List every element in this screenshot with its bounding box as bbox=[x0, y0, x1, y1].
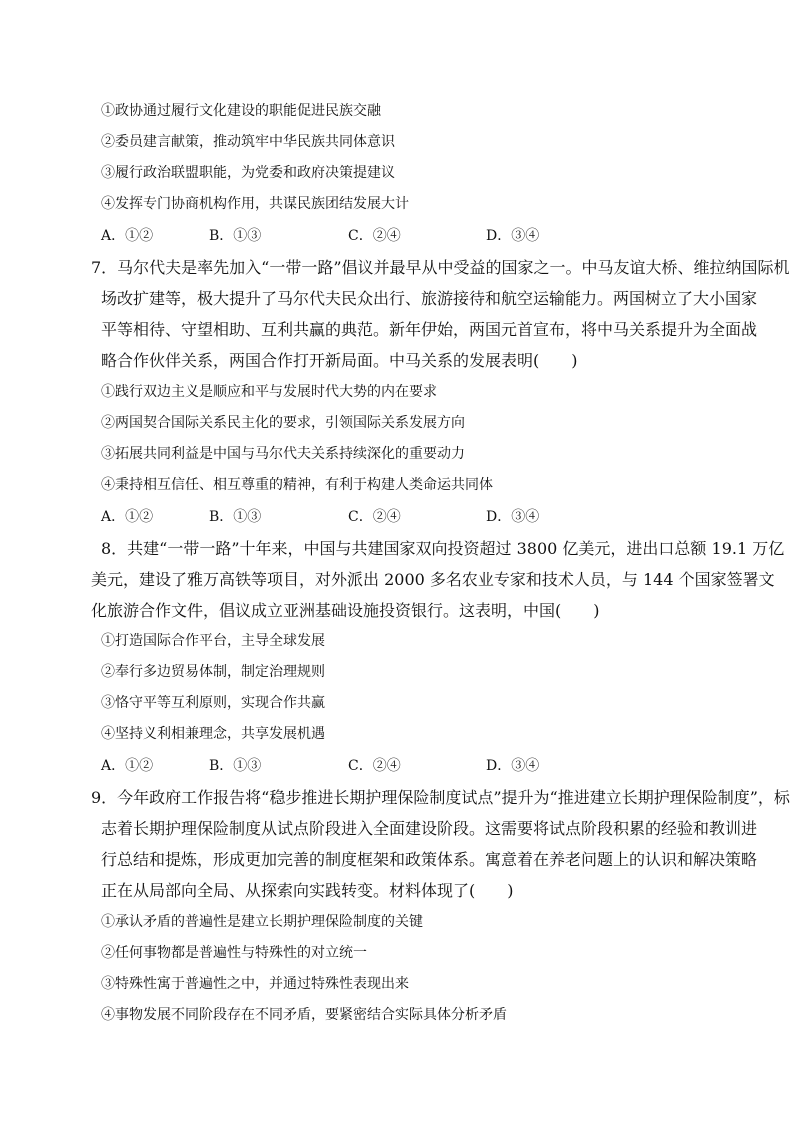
q8-choice-c[interactable]: C．②④ bbox=[348, 758, 401, 774]
q9-stem-line-2: 志着长期护理保险制度从试点阶段进入全面建设阶段。这需要将试点阶段积累的经验和教训进 bbox=[101, 819, 758, 838]
q8-option-2: ②奉行多边贸易体制，制定治理规则 bbox=[101, 664, 325, 680]
q6-choice-b[interactable]: B．①③ bbox=[209, 228, 262, 244]
q9-stem-line-1: 9．今年政府工作报告将“稳步推进长期护理保险制度试点”提升为“推进建立长期护理保险制度”，标 bbox=[91, 788, 790, 807]
q9-option-2: ②任何事物都是普遍性与特殊性的对立统一 bbox=[101, 945, 367, 961]
q8-stem-line-3: 化旅游合作文件，倡议成立亚洲基础设施投资银行。这表明，中国( ) bbox=[91, 601, 600, 620]
q7-choices bbox=[101, 507, 661, 527]
q7-choice-d[interactable]: D．③④ bbox=[486, 509, 540, 525]
q9-stem-line-3: 行总结和提炼，形成更加完善的制度框架和政策体系。寓意着在养老问题上的认识和解决策略 bbox=[101, 850, 758, 869]
q8-choice-d[interactable]: D．③④ bbox=[486, 758, 540, 774]
q8-option-3: ③恪守平等互利原则，实现合作共赢 bbox=[101, 695, 325, 711]
q6-option-4: ④发挥专门协商机构作用，共谋民族团结发展大计 bbox=[101, 196, 409, 212]
q7-stem-line-4: 略合作伙伴关系，两国合作打开新局面。中马关系的发展表明( ) bbox=[101, 351, 578, 370]
q9-option-4: ④事物发展不同阶段存在不同矛盾，要紧密结合实际具体分析矛盾 bbox=[101, 1007, 507, 1023]
q9-option-3: ③特殊性寓于普遍性之中，并通过特殊性表现出来 bbox=[101, 976, 409, 992]
q7-stem-line-2: 场改扩建等，极大提升了马尔代夫民众出行、旅游接待和航空运输能力。两国树立了大小国家 bbox=[101, 289, 758, 308]
q6-choice-d[interactable]: D．③④ bbox=[486, 228, 540, 244]
q7-option-3: ③拓展共同利益是中国与马尔代夫关系持续深化的重要动力 bbox=[101, 446, 465, 462]
q8-stem-line-2: 美元，建设了雅万高铁等项目，对外派出 2000 多名农业专家和技术人员，与 144 个国家签署文 bbox=[91, 570, 775, 589]
q8-choice-a[interactable]: A．①② bbox=[101, 758, 154, 774]
q6-option-2: ②委员建言献策，推动筑牢中华民族共同体意识 bbox=[101, 134, 395, 150]
q7-choice-c[interactable]: C．②④ bbox=[348, 509, 401, 525]
q7-stem-line-1: 7．马尔代夫是率先加入“一带一路”倡议并最早从中受益的国家之一。中马友谊大桥、维拉纳国际机 bbox=[91, 258, 790, 277]
q8-choices bbox=[101, 756, 661, 776]
q8-choice-b[interactable]: B．①③ bbox=[209, 758, 262, 774]
q7-choice-b[interactable]: B．①③ bbox=[209, 509, 262, 525]
q6-option-1: ①政协通过履行文化建设的职能促进民族交融 bbox=[101, 103, 381, 119]
q9-stem-line-4: 正在从局部向全局、从探索向实践转变。材料体现了( ) bbox=[101, 881, 514, 900]
q6-choices bbox=[101, 226, 661, 246]
q7-option-4: ④秉持相互信任、相互尊重的精神，有利于构建人类命运共同体 bbox=[101, 477, 493, 493]
q7-stem-line-3: 平等相待、守望相助、互利共赢的典范。新年伊始，两国元首宣布，将中马关系提升为全面战 bbox=[101, 320, 758, 339]
q8-stem bbox=[91, 533, 785, 626]
q7-stem bbox=[91, 252, 790, 376]
q6-option-3: ③履行政治联盟职能，为党委和政府决策提建议 bbox=[101, 165, 395, 181]
q8-stem-line-1: 8．共建“一带一路”十年来，中国与共建国家双向投资超过 3800 亿美元，进出口总额 19.1 万亿 bbox=[101, 539, 785, 558]
q9-stem bbox=[91, 782, 790, 906]
q7-option-2: ②两国契合国际关系民主化的要求，引领国际关系发展方向 bbox=[101, 415, 465, 431]
q8-option-1: ①打造国际合作平台，主导全球发展 bbox=[101, 633, 325, 649]
q7-choice-a[interactable]: A．①② bbox=[101, 509, 154, 525]
q6-choice-c[interactable]: C．②④ bbox=[348, 228, 401, 244]
q9-option-1: ①承认矛盾的普遍性是建立长期护理保险制度的关键 bbox=[101, 914, 423, 930]
q8-option-4: ④坚持义利相兼理念，共享发展机遇 bbox=[101, 726, 325, 742]
q6-choice-a[interactable]: A．①② bbox=[101, 228, 154, 244]
q7-option-1: ①践行双边主义是顺应和平与发展时代大势的内在要求 bbox=[101, 384, 437, 400]
